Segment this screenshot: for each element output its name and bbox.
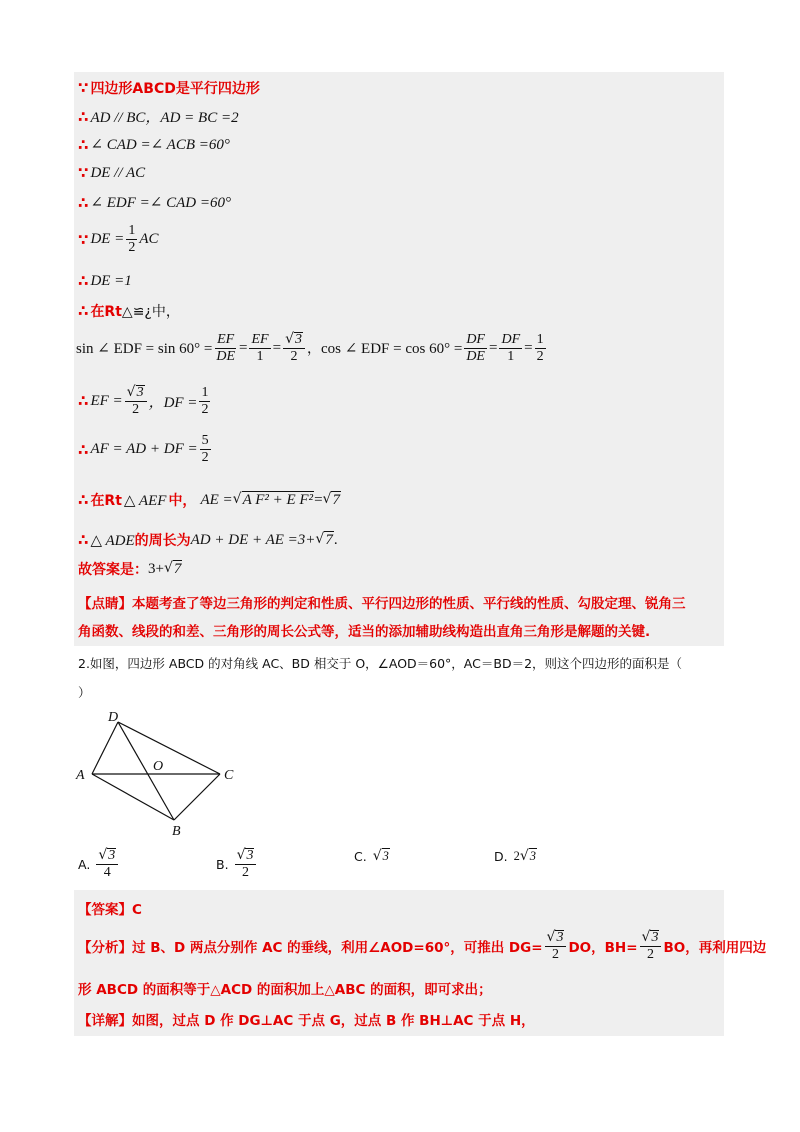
detail-line: 【详解】如图，过点 D 作 DG⊥AC 于点 G，过点 B 作 BH⊥AC 于点 H， bbox=[78, 1013, 535, 1029]
garbled-text: △≌¿中， bbox=[121, 304, 180, 320]
question-text-cont: ） bbox=[78, 685, 91, 700]
solution-line-6 bbox=[78, 224, 158, 255]
fraction: $\frac{EF}{DE}$ bbox=[216, 331, 236, 364]
therefore-symbol: ∴ bbox=[78, 491, 89, 509]
fraction: √ 3 2 bbox=[235, 848, 257, 880]
label-b: B bbox=[172, 824, 181, 838]
side-cb bbox=[174, 774, 220, 820]
sqrt-expression: √ 7 bbox=[315, 531, 333, 548]
solution-line-2 bbox=[78, 106, 239, 127]
comment-line-1: 【点睛】本题考查了等边三角形的判定和性质、平行四边形的性质、平行线的性质、勾股定理、锐角三 bbox=[78, 596, 686, 612]
therefore-symbol: ∴ bbox=[78, 440, 89, 459]
sqrt-expression: √ A F² + E F² bbox=[232, 491, 314, 508]
because-symbol: ∵ bbox=[78, 79, 89, 97]
question-text: 2.如图，四边形 ABCD 的对角线 AC、BD 相交于 O，∠AOD＝60°，AC＝BD＝2，则这个四边形的面积是（ bbox=[78, 656, 683, 671]
label-c: C bbox=[224, 768, 234, 783]
solution-line-12: ∴ 在Rt △ AEF 中， AE = √ A F² + E F² = √ 7 bbox=[78, 491, 340, 509]
therefore-symbol: ∴ bbox=[78, 302, 89, 320]
quadrilateral-figure bbox=[70, 708, 250, 838]
fraction: √ 3 2 bbox=[283, 332, 305, 364]
comment-line-2: 角函数、线段的和差、三角形的周长公式等，适当的添加辅助线构造出直角三角形是解题的关键. bbox=[78, 624, 651, 640]
solution-line-8 bbox=[78, 301, 180, 321]
fraction: $\frac{5}{2}$ bbox=[201, 433, 209, 465]
solution-line-1 bbox=[78, 78, 260, 98]
because-symbol: ∵ bbox=[78, 230, 89, 249]
sqrt-expression: √ 7 bbox=[163, 560, 182, 577]
option-d[interactable]: D. 2 √ 3 bbox=[494, 848, 537, 864]
analysis-line-1: 【分析】过 B、D 两点分别作 AC 的垂线，利用∠AOD=60°，可推出 DG= √ 3 2 DO，BH= √ 3 2 BO，再利用四边 bbox=[78, 929, 767, 962]
answer-label: 【答案】C bbox=[78, 902, 142, 918]
statement-text: 在Rt bbox=[90, 304, 122, 320]
sqrt-expression: √ 7 bbox=[322, 491, 340, 508]
analysis-line-2: 形 ABCD 的面积等于△ACD 的面积加上△ABC 的面积，即可求出； bbox=[78, 982, 492, 998]
math-expression: DE =1 bbox=[90, 272, 132, 289]
therefore-symbol: ∴ bbox=[78, 107, 89, 126]
therefore-symbol: ∴ bbox=[78, 392, 89, 410]
math-expression: DE // AC bbox=[90, 164, 146, 181]
solution-line-10: ∴ EF = √ 3 2 ，DF = $\frac{1}{2}$ bbox=[78, 384, 209, 417]
solution-line-9: sin ∠ EDF = sin 60° = $\frac{EF}{DE}$ = $\frac{EF}{1}$ = √ 3 2 ， cos ∠ EDF = cos 60° = $\frac{DF}{DE}$ = $\frac{DF}{1}$ = $\frac{1}{2}$ bbox=[76, 331, 544, 364]
option-a[interactable]: A. √ 3 4 bbox=[78, 848, 120, 880]
option-c[interactable]: C. √ 3 bbox=[354, 848, 389, 864]
option-b[interactable]: B. √ 3 2 bbox=[216, 848, 258, 880]
math-expression: ∠ CAD =∠ ACB =60° bbox=[90, 137, 230, 153]
fraction: $\frac{DF}{DE}$ bbox=[466, 331, 485, 364]
label-a: A bbox=[76, 768, 85, 783]
math-expression: AD // BC，AD = BC =2 bbox=[90, 110, 239, 126]
side-ba bbox=[92, 774, 174, 820]
fraction: $\frac{1}{2}$ bbox=[128, 223, 136, 255]
therefore-symbol: ∴ bbox=[78, 193, 89, 212]
side-ad bbox=[92, 722, 118, 774]
fraction: √ 3 2 bbox=[640, 930, 662, 962]
solution-line-3 bbox=[78, 135, 230, 154]
fraction: $\frac{1}{2}$ bbox=[536, 331, 544, 364]
sin-expression: sin ∠ EDF = sin 60° = bbox=[76, 340, 213, 357]
solution-line-11: ∴ AF = AD + DF = $\frac{5}{2}$ bbox=[78, 433, 209, 465]
fraction: √ 3 2 bbox=[545, 930, 567, 962]
math-expression: DE = bbox=[90, 231, 125, 247]
fraction: √ 3 4 bbox=[96, 848, 118, 880]
fraction: $\frac{EF}{1}$ bbox=[251, 331, 269, 364]
statement-text: 四边形ABCD是平行四边形 bbox=[90, 81, 260, 97]
math-expression: ∠ EDF =∠ CAD =60° bbox=[90, 195, 231, 211]
fraction: √ 3 2 bbox=[125, 385, 147, 417]
fraction: $\frac{DF}{1}$ bbox=[501, 331, 521, 364]
solution-line-7 bbox=[78, 272, 132, 290]
label-d: D bbox=[108, 710, 119, 725]
label-o: O bbox=[153, 759, 164, 774]
solution-line-5 bbox=[78, 193, 231, 212]
math-expression: AC bbox=[139, 231, 159, 247]
therefore-symbol: ∴ bbox=[78, 272, 89, 290]
therefore-symbol: ∴ bbox=[78, 531, 89, 549]
therefore-symbol: ∴ bbox=[78, 135, 89, 154]
because-symbol: ∵ bbox=[78, 164, 89, 182]
solution-line-4 bbox=[78, 164, 145, 182]
solution-line-13: ∴ △ ADE 的周长为 AD + DE + AE =3+ √ 7 . bbox=[78, 531, 338, 549]
cos-expression: cos ∠ EDF = cos 60° = bbox=[320, 340, 463, 357]
fraction: $\frac{1}{2}$ bbox=[201, 384, 209, 417]
answer-line: 故答案是： 3+ √ 7 bbox=[78, 560, 182, 578]
